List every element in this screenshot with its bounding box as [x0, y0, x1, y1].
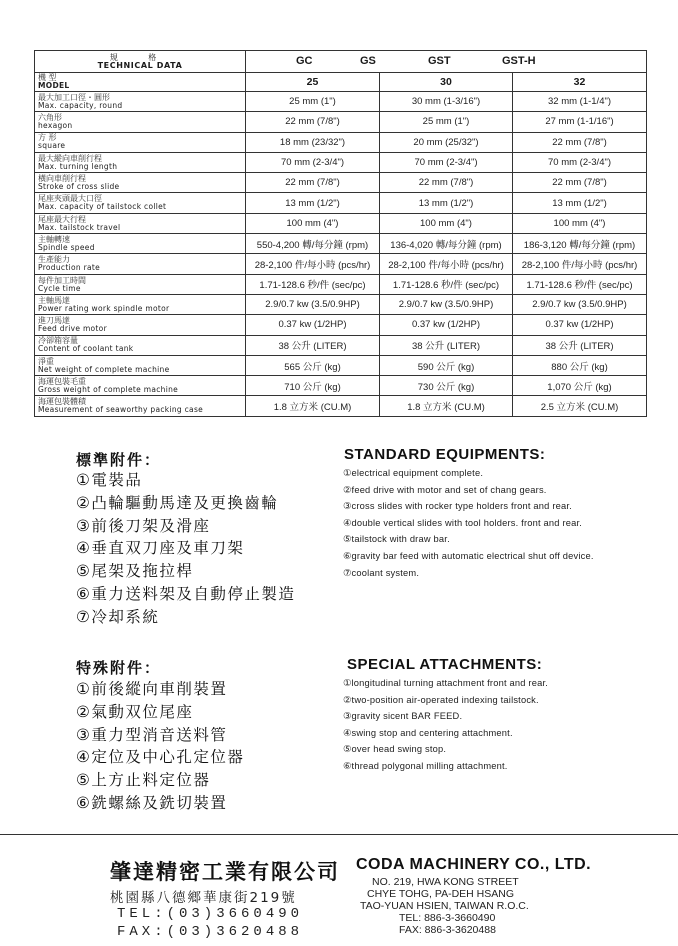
spec-value: 38 公升 (LITER) [380, 335, 513, 355]
spec-value: 22 mm (7/8") [513, 132, 647, 152]
spec-label-zh: 最大加工口徑・圓形 [38, 92, 110, 102]
spec-row [35, 315, 647, 335]
standard-item-en: ④double vertical slides with tool holders. front and rear. [343, 517, 583, 528]
spec-label-zh: 冷卻箱容量 [38, 336, 78, 346]
spec-value: 1,070 公斤 (kg) [513, 376, 647, 396]
spec-label-zh: 主軸轉速 [38, 234, 70, 244]
spec-label-en: hexagon [38, 121, 73, 131]
company-tel-zh: TEL:(03)3660490 [117, 906, 304, 922]
spec-label-en: Max. capacity of tailstock collet [38, 202, 167, 212]
company-address-zh: 桃園縣八德鄉華康街219號 [110, 890, 297, 906]
special-list-en [343, 675, 548, 775]
special-item-en: ①longitudinal turning attachment front and rear. [343, 678, 549, 688]
spec-value: 590 公斤 (kg) [380, 355, 513, 375]
model-label-cell [35, 73, 246, 92]
spec-label-zh: 生產能力 [38, 255, 70, 265]
special-item-zh: ⑥銑螺絲及銑切裝置 [76, 793, 228, 812]
spec-value: 565 公斤 (kg) [246, 355, 380, 375]
spec-value: 100 mm (4") [513, 213, 647, 233]
spec-label-zh: 方 形 [38, 133, 57, 143]
spec-label-zh: 尾座夾頭最大口徑 [38, 194, 102, 204]
standard-item-en: ②feed drive with motor and set of chang gears. [343, 484, 547, 495]
standard-item-zh: ③前後刀架及滑座 [76, 516, 211, 535]
spec-value: 100 mm (4") [380, 213, 513, 233]
spec-value: 1.8 立方米 (CU.M) [246, 396, 380, 416]
spec-label-zh: 尾座最大行程 [38, 214, 86, 224]
spec-label-en: square [38, 141, 66, 151]
standard-item-zh: ⑦冷却系統 [76, 607, 160, 626]
spec-label-en: Spindle speed [38, 242, 95, 252]
spec-label-cell [35, 396, 246, 416]
spec-value: 13 mm (1/2") [380, 193, 513, 213]
spec-label-en: Max. tailstock travel [38, 222, 121, 232]
standard-item-zh: ②凸輪驅動馬達及更換齒輪 [76, 493, 279, 512]
spec-label-zh: 六角形 [38, 113, 62, 123]
special-item-zh: ⑤上方止料定位器 [76, 771, 211, 790]
spec-value: 22 mm (7/8") [246, 112, 380, 132]
spec-row [35, 213, 647, 233]
spec-value: 550-4,200 轉/每分鐘 (rpm) [246, 234, 380, 254]
spec-value: 2.5 立方米 (CU.M) [513, 396, 647, 416]
spec-value: 2.9/0.7 kw (3.5/0.9HP) [246, 294, 380, 314]
standard-item-zh: ④垂直双刀座及車刀架 [76, 539, 245, 558]
model-names-cell [246, 51, 647, 73]
standard-item-en: ⑤tailstock with draw bar. [343, 534, 450, 545]
spec-row [35, 355, 647, 375]
spec-value: 2.9/0.7 kw (3.5/0.9HP) [380, 294, 513, 314]
spec-label-en: Gross weight of complete machine [38, 385, 179, 395]
spec-label-en: Stroke of cross slide [38, 182, 120, 192]
special-item-zh: ①前後縱向車削裝置 [76, 680, 228, 698]
standard-title-zh: 標準附件： [76, 451, 162, 469]
spec-label-cell [35, 193, 246, 213]
spec-label-en: Max. turning length [38, 161, 118, 171]
special-item-en: ⑤over head swing stop. [343, 744, 447, 755]
spec-label-cell [35, 92, 246, 112]
spec-row [35, 193, 647, 213]
spec-label-cell [35, 234, 246, 254]
company-fax-en: FAX: 886-3-3620488 [399, 924, 496, 936]
spec-label-en: Cycle time [38, 283, 81, 293]
special-item-en: ③gravity sicent BAR FEED. [343, 711, 463, 722]
spec-label-en: Content of coolant tank [38, 344, 134, 354]
spec-row [35, 92, 647, 112]
spec-value: 1.8 立方米 (CU.M) [380, 396, 513, 416]
spec-row [35, 335, 647, 355]
standard-item-en: ③cross slides with rocker type holders front and rear. [343, 501, 572, 512]
standard-list-zh [76, 469, 295, 629]
table-header-row [35, 51, 647, 73]
spec-label-cell [35, 294, 246, 314]
special-item-en: ④swing stop and centering attachment. [343, 727, 513, 738]
special-item-zh: ③重力型消音送料管 [76, 725, 228, 744]
spec-label-zh: 淨重 [38, 356, 54, 366]
spec-value: 25 mm (1") [380, 112, 513, 132]
spec-label-en: Max. capacity, round [38, 100, 123, 110]
spec-label-en: Production rate [38, 263, 101, 273]
spec-row [35, 173, 647, 193]
spec-value: 0.37 kw (1/2HP) [246, 315, 380, 335]
spec-label-zh: 每件加工時間 [38, 275, 86, 285]
model-value: 30 [380, 73, 513, 92]
spec-value: 100 mm (4") [246, 213, 380, 233]
spec-value: 1.71-128.6 秒/件 (sec/pc) [246, 274, 380, 294]
spec-label-zh: 海運包裝體積 [38, 397, 86, 407]
spec-label-cell [35, 274, 246, 294]
standard-item-en: ①electrical equipment complete. [343, 468, 484, 478]
spec-title-en: TECHNICAL DATA [97, 60, 183, 70]
company-address-en-line1: NO. 219, HWA KONG STREET [372, 876, 519, 888]
model-name-gs: GS [360, 55, 376, 67]
special-list-zh [76, 678, 244, 815]
spec-header-cell [35, 51, 246, 73]
special-item-en: ②two-position air-operated indexing tailstock. [343, 694, 539, 705]
spec-row [35, 274, 647, 294]
model-value: 32 [513, 73, 647, 92]
spec-row [35, 112, 647, 132]
company-address-en-line2: CHYE TOHG, PA-DEH HSANG [367, 888, 515, 900]
spec-value: 22 mm (7/8") [513, 173, 647, 193]
company-name-zh: 肇達精密工業有限公司 [110, 860, 340, 884]
spec-row [35, 376, 647, 396]
spec-value: 38 公升 (LITER) [513, 335, 647, 355]
spec-label-cell [35, 315, 246, 335]
company-fax-zh: FAX:(03)3620488 [117, 924, 304, 940]
spec-label-cell [35, 152, 246, 172]
special-item-en: ⑥thread polygonal milling attachment. [343, 760, 508, 771]
spec-row [35, 152, 647, 172]
spec-value: 28-2,100 件/每小時 (pcs/hr) [246, 254, 380, 274]
model-label-zh: 機 型 [38, 73, 57, 83]
special-item-zh: ②氣動双位尾座 [76, 702, 194, 721]
company-name-en: CODA MACHINERY CO., LTD. [356, 856, 592, 873]
company-tel-en: TEL: 886-3-3660490 [399, 912, 496, 924]
spec-value: 22 mm (7/8") [380, 173, 513, 193]
spec-value: 70 mm (2-3/4") [380, 152, 513, 172]
spec-title-zh: 規 格 [109, 52, 171, 62]
spec-value: 710 公斤 (kg) [246, 376, 380, 396]
spec-value: 136-4,020 轉/每分鐘 (rpm) [380, 234, 513, 254]
spec-value: 0.37 kw (1/2HP) [513, 315, 647, 335]
spec-label-zh: 最大縱向車削行程 [38, 153, 102, 163]
special-item-zh: ④定位及中心孔定位器 [76, 748, 245, 767]
spec-label-cell [35, 355, 246, 375]
spec-value: 20 mm (25/32") [380, 132, 513, 152]
spec-row [35, 294, 647, 314]
spec-value: 1.71-128.6 秒/件 (sec/pc) [513, 274, 647, 294]
standard-item-en: ⑥gravity bar feed with automatic electrical shut off device. [343, 550, 594, 561]
spec-value: 18 mm (23/32") [246, 132, 380, 152]
spec-label-cell [35, 213, 246, 233]
spec-value: 186-3,120 轉/每分鐘 (rpm) [513, 234, 647, 254]
spec-row [35, 254, 647, 274]
model-name-gst-h: GST-H [502, 55, 536, 67]
spec-label-zh: 主軸馬達 [38, 295, 70, 305]
standard-item-zh: ⑤尾架及拖拉桿 [76, 562, 194, 581]
spec-label-cell [35, 173, 246, 193]
spec-value: 13 mm (1/2") [246, 193, 380, 213]
spec-label-cell [35, 376, 246, 396]
spec-value: 2.9/0.7 kw (3.5/0.9HP) [513, 294, 647, 314]
spec-value: 70 mm (2-3/4") [513, 152, 647, 172]
special-title-en: SPECIAL ATTACHMENTS: [347, 656, 543, 673]
spec-label-en: Measurement of seaworthy packing case [38, 405, 204, 415]
spec-row [35, 234, 647, 254]
standard-title-en: STANDARD EQUIPMENTS: [344, 446, 546, 463]
spec-value: 1.71-128.6 秒/件 (sec/pc) [380, 274, 513, 294]
special-title-zh: 特殊附件： [76, 659, 162, 677]
spec-label-cell [35, 132, 246, 152]
model-label-en: MODEL [38, 81, 70, 91]
footer-divider [0, 834, 678, 835]
model-name-gst: GST [428, 55, 451, 67]
spec-value: 28-2,100 件/每小時 (pcs/hr) [380, 254, 513, 274]
standard-item-zh: ⑥重力送料架及自動停止製造 [76, 584, 296, 603]
technical-data-table [34, 50, 647, 417]
spec-value: 70 mm (2-3/4") [246, 152, 380, 172]
model-value: 25 [246, 73, 380, 92]
spec-value: 730 公斤 (kg) [380, 376, 513, 396]
spec-label-zh: 海運包裝毛重 [38, 377, 86, 387]
spec-row [35, 132, 647, 152]
spec-value: 0.37 kw (1/2HP) [380, 315, 513, 335]
spec-value: 25 mm (1") [246, 92, 380, 112]
company-address-en-line3: TAO-YUAN HSIEN, TAIWAN R.O.C. [360, 900, 529, 912]
spec-value: 32 mm (1-1/4") [513, 92, 647, 112]
model-row [35, 73, 647, 92]
spec-label-zh: 進刀馬達 [38, 316, 70, 326]
spec-label-cell [35, 254, 246, 274]
spec-label-en: Power rating work spindle motor [38, 303, 170, 313]
spec-label-cell [35, 335, 246, 355]
spec-value: 28-2,100 件/每小時 (pcs/hr) [513, 254, 647, 274]
spec-value: 13 mm (1/2") [513, 193, 647, 213]
spec-value: 38 公升 (LITER) [246, 335, 380, 355]
spec-row [35, 396, 647, 416]
standard-item-zh: ①電裝品 [76, 471, 143, 489]
spec-label-en: Net weight of complete machine [38, 364, 170, 374]
standard-item-en: ⑦coolant system. [343, 567, 420, 578]
spec-label-zh: 橫向車削行程 [38, 174, 86, 184]
standard-list-en [343, 465, 594, 581]
spec-value: 27 mm (1-1/16") [513, 112, 647, 132]
spec-value: 22 mm (7/8") [246, 173, 380, 193]
spec-value: 30 mm (1-3/16") [380, 92, 513, 112]
model-name-gc: GC [296, 55, 313, 67]
spec-value: 880 公斤 (kg) [513, 355, 647, 375]
spec-label-cell [35, 112, 246, 132]
spec-label-en: Feed drive motor [38, 324, 107, 334]
